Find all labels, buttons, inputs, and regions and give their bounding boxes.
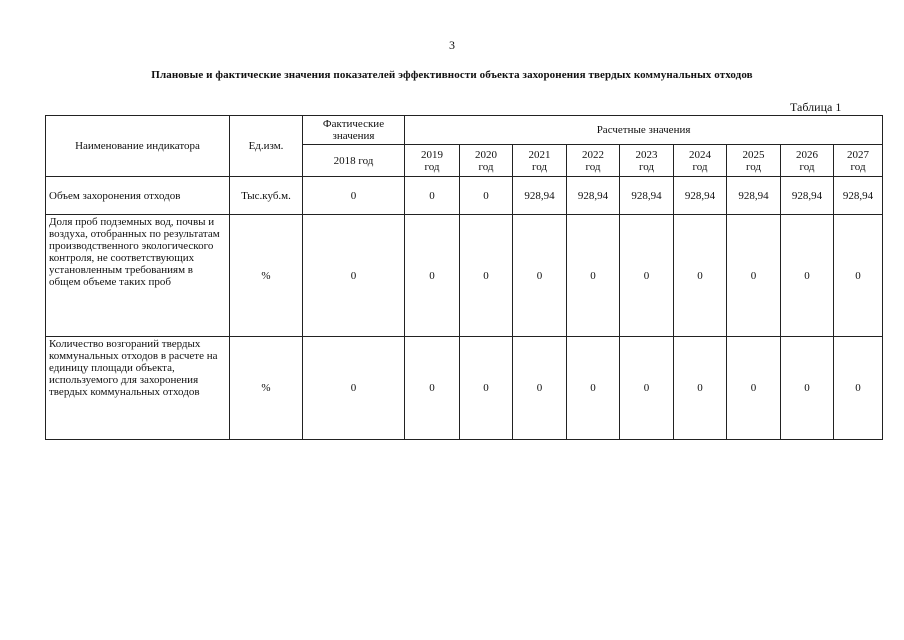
value-cell: 0 [513, 215, 567, 337]
page-number: 3 [449, 38, 455, 52]
value-cell: 0 [405, 215, 460, 337]
table-row [46, 177, 883, 215]
value-cell: 0 [727, 337, 781, 440]
header-row-1 [46, 116, 883, 145]
value-cell: 0 [513, 337, 567, 440]
value-cell: 0 [674, 215, 727, 337]
indicator-unit: % [230, 215, 303, 337]
indicator-name: Количество возгораний твердых коммунальных отходов в расчете на единицу площади объекта, используемого для захоронения твердых коммунальных отходов [46, 337, 230, 440]
value-cell: 0 [405, 177, 460, 215]
actual-value: 0 [303, 337, 405, 440]
value-cell: 928,94 [513, 177, 567, 215]
value-cell: 0 [567, 215, 620, 337]
header-name: Наименование индикатора [46, 116, 230, 177]
value-cell: 0 [781, 215, 834, 337]
value-cell: 928,94 [727, 177, 781, 215]
year-header-2025: 2025 год [727, 145, 781, 177]
value-cell: 0 [834, 215, 883, 337]
header-actual-year: 2018 год [303, 145, 405, 177]
value-cell: 0 [781, 337, 834, 440]
value-cell: 0 [727, 215, 781, 337]
header-unit: Ед.изм. [230, 116, 303, 177]
year-header-2019: 2019 год [405, 145, 460, 177]
value-cell: 0 [620, 337, 674, 440]
value-cell: 928,94 [567, 177, 620, 215]
value-cell: 0 [674, 337, 727, 440]
year-header-2020: 2020 год [460, 145, 513, 177]
indicators-table [45, 115, 883, 440]
value-cell: 928,94 [834, 177, 883, 215]
value-cell: 0 [460, 177, 513, 215]
year-header-2023: 2023 год [620, 145, 674, 177]
value-cell: 0 [460, 215, 513, 337]
actual-value: 0 [303, 177, 405, 215]
value-cell: 0 [405, 337, 460, 440]
header-actual: Фактические значения [303, 116, 405, 145]
value-cell: 0 [620, 215, 674, 337]
header-forecast: Расчетные значения [405, 116, 883, 145]
year-header-2024: 2024 год [674, 145, 727, 177]
actual-value: 0 [303, 215, 405, 337]
indicator-name: Доля проб подземных вод, почвы и воздуха, отобранных по результатам производственного экологического контроля, не соответствующих установленным требованиям в общем объеме таких проб [46, 215, 230, 337]
value-cell: 928,94 [781, 177, 834, 215]
year-header-2021: 2021 год [513, 145, 567, 177]
value-cell: 0 [834, 337, 883, 440]
table-row [46, 337, 883, 440]
indicator-unit: Тыс.куб.м. [230, 177, 303, 215]
value-cell: 0 [460, 337, 513, 440]
table-label: Таблица 1 [790, 100, 842, 114]
indicator-name: Объем захоронения отходов [46, 177, 230, 215]
year-header-2026: 2026 год [781, 145, 834, 177]
indicator-unit: % [230, 337, 303, 440]
value-cell: 928,94 [674, 177, 727, 215]
year-header-2027: 2027 год [834, 145, 883, 177]
value-cell: 0 [567, 337, 620, 440]
year-header-2022: 2022 год [567, 145, 620, 177]
value-cell: 928,94 [620, 177, 674, 215]
table-row [46, 215, 883, 337]
document-title: Плановые и фактические значения показателей эффективности объекта захоронения твердых коммунальных отходов [151, 69, 753, 81]
